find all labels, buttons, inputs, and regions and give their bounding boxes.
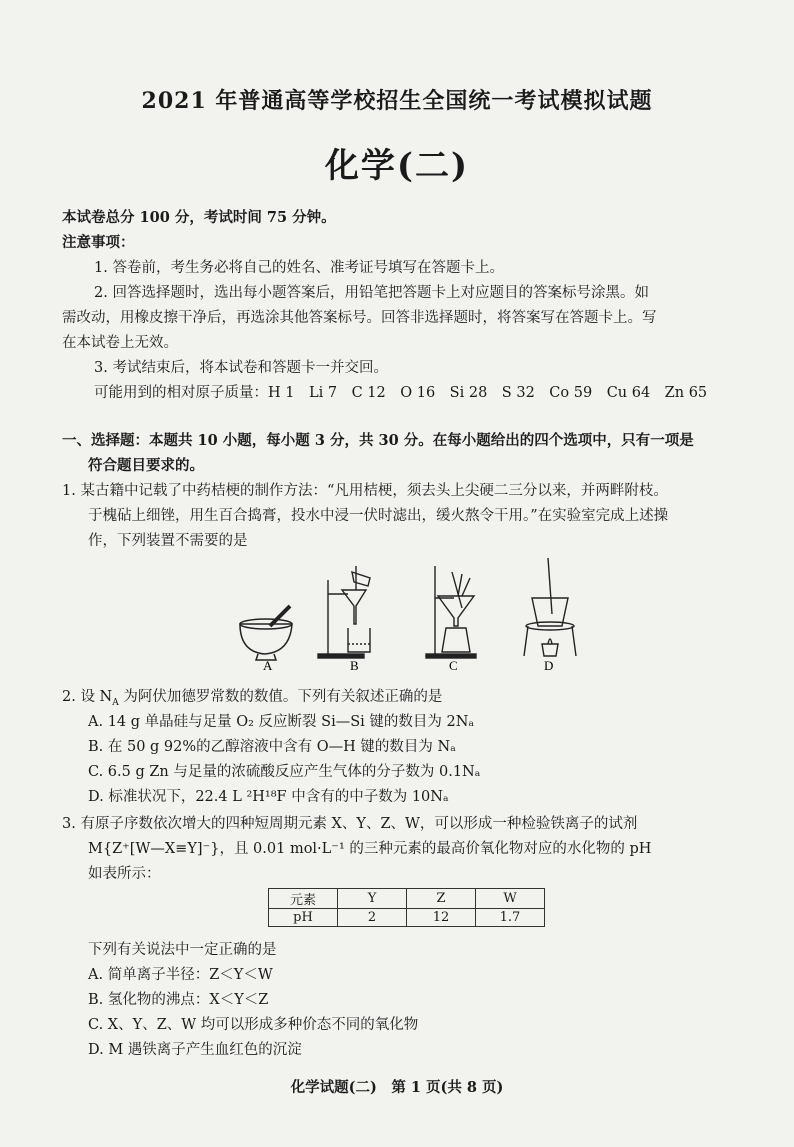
- label-c: C: [449, 658, 458, 673]
- atomic-masses: 可能用到的相对原子质量：H 1 Li 7 C 12 O 16 Si 28 S 32 Co 59 Cu 64 Zn 65: [94, 385, 708, 401]
- q1-line2: 于槐砧上细锉，用生百合捣膏，投水中浸一伏时滤出，缓火熬令干用。”在实验室完成上述操: [88, 508, 669, 524]
- q1-line1: 1. 某古籍中记载了中药桔梗的制作方法：“凡用桔梗，须去头上尖硬二三分以来，并两畔附枝。: [62, 483, 668, 499]
- q3-line3: 如表所示：: [88, 866, 161, 882]
- q3-option-c: C. X、Y、Z、W 均可以形成多种价态不同的氧化物: [88, 1017, 419, 1033]
- score-line: 本试卷总分 100 分，考试时间 75 分钟。: [62, 209, 336, 226]
- note-2a: 2. 回答选择题时，选出每小题答案后，用铅笔把答题卡上对应题目的答案标号涂黑。如: [94, 285, 649, 301]
- q3-line2: M{Z⁺[W—X≡Y]⁻}，且 0.01 mol·L⁻¹ 的三种元素的最高价氧化物对应的水化物的 pH: [88, 841, 652, 857]
- q3-option-b: B. 氢化物的沸点：X＜Y＜Z: [88, 992, 269, 1008]
- ph-table-cell: pH: [269, 909, 338, 927]
- q2-option-c: C. 6.5 g Zn 与足量的浓硫酸反应产生气体的分子数为 0.1Nₐ: [88, 764, 481, 780]
- label-a: A: [263, 658, 273, 673]
- note-1: 1. 答卷前，考生务必将自己的姓名、准考证号填写在答题卡上。: [94, 260, 504, 276]
- q3-option-d: D. M 遇铁离子产生血红色的沉淀: [88, 1042, 302, 1058]
- subject-title: 化学(二): [324, 146, 470, 186]
- filtration-icon: [318, 566, 370, 658]
- ph-table-cell: 2: [338, 909, 407, 927]
- label-d: D: [544, 658, 554, 673]
- q2-stem-pre: 2. 设 N: [62, 689, 113, 705]
- ph-table-header: [269, 889, 545, 909]
- ph-table: [268, 888, 545, 927]
- q3-option-a: A. 简单离子半径：Z＜Y＜W: [88, 967, 273, 983]
- notes-label: 注意事项：: [62, 234, 135, 251]
- section-heading-a: 一、选择题：本题共 10 小题，每小题 3 分，共 30 分。在每小题给出的四个选项中，只有一项是: [62, 432, 694, 449]
- q2-stem-post: 为阿伏加德罗常数的数值。下列有关叙述正确的是: [118, 689, 443, 705]
- q2-option-b: B. 在 50 g 92%的乙醇溶液中含有 O—H 键的数目为 Nₐ: [88, 739, 456, 755]
- note-2c: 在本试卷上无效。: [62, 335, 178, 351]
- ph-table-cell: Z: [407, 889, 476, 909]
- q1-line3: 作，下列装置不需要的是: [88, 533, 248, 549]
- q3-line1: 3. 有原子序数依次增大的四种短周期元素 X、Y、Z、W，可以形成一种检验铁离子的试剂: [62, 816, 638, 832]
- ph-table-cell: 12: [407, 909, 476, 927]
- page-footer: 化学试题(二) 第 1 页(共 8 页): [290, 1079, 504, 1096]
- ph-table-cell: W: [476, 889, 545, 909]
- tripod-heating-icon: [524, 558, 576, 656]
- q3-lead: 下列有关说法中一定正确的是: [88, 942, 277, 958]
- ph-table-row: [269, 909, 545, 927]
- label-b: B: [350, 658, 359, 673]
- q2-stem: [62, 688, 442, 712]
- apparatus-figure: [230, 552, 590, 676]
- filter-stand-icon: [426, 566, 476, 658]
- q2-option-a: A. 14 g 单晶硅与足量 O₂ 反应断裂 Si—Si 键的数目为 2Nₐ: [88, 714, 475, 730]
- ph-table-cell: Y: [338, 889, 407, 909]
- exam-title: 2021 年普通高等学校招生全国统一考试模拟试题: [141, 88, 653, 114]
- note-2b: 需改动，用橡皮擦干净后，再选涂其他答案标号。回答非选择题时，将答案写在答题卡上。写: [62, 310, 657, 326]
- mortar-pestle-icon: [240, 606, 292, 660]
- ph-table-cell: 1.7: [476, 909, 545, 927]
- q2-option-d: D. 标准状况下，22.4 L ²H¹⁸F 中含有的中子数为 10Nₐ: [88, 789, 449, 805]
- note-3: 3. 考试结束后，将本试卷和答题卡一并交回。: [94, 360, 388, 376]
- ph-table-cell: 元素: [269, 889, 338, 909]
- q2-stem-sub: A: [112, 697, 119, 708]
- section-heading-b: 符合题目要求的。: [88, 457, 204, 474]
